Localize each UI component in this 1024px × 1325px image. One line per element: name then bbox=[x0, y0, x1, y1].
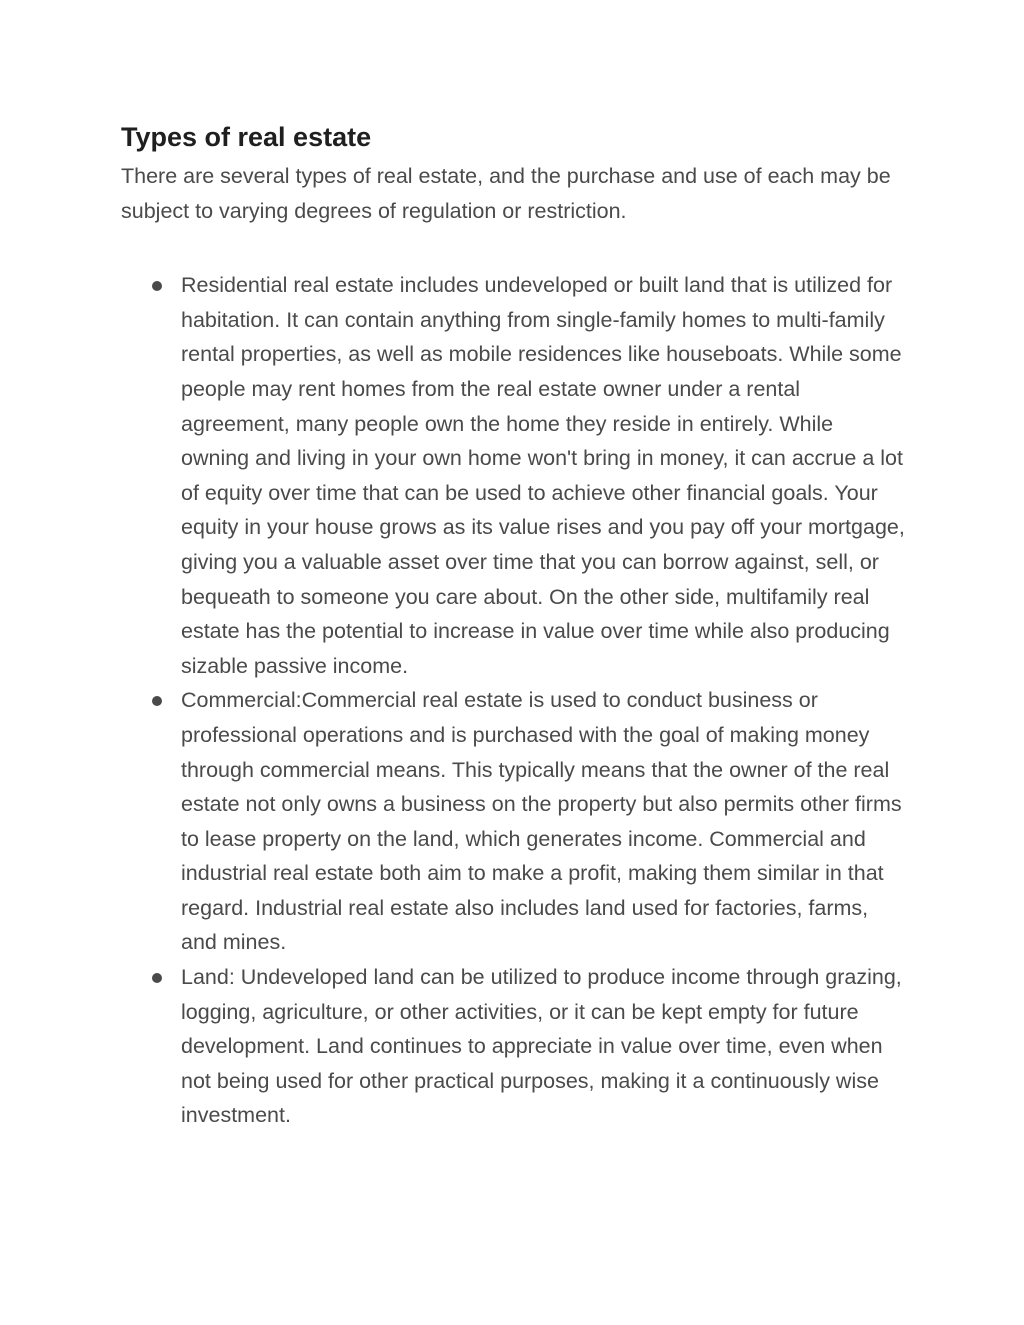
list-item bbox=[121, 683, 906, 960]
bullet-dot-icon bbox=[152, 973, 162, 983]
list-item-text: Residential real estate includes undeveloped or built land that is utilized for habitation. It can contain anything from single-family homes to multi-family rental properties, as well as mobile residences like houseboats. While some people may rent homes from the real estate owner under a rental agreement, many people own the home they reside in entirely. While owning and living in your own home won't bring in money, it can accrue a lot of equity over time that can be used to achieve other financial goals. Your equity in your house grows as its value rises and you pay off your mortgage, giving you a valuable asset over time that you can borrow against, sell, or bequeath to someone you care about. On the other side, multifamily real estate has the potential to increase in value over time while also producing sizable passive income. bbox=[181, 273, 905, 678]
list-item bbox=[121, 960, 906, 1133]
document-page bbox=[121, 118, 906, 1133]
list-item-text: Commercial:Commercial real estate is used to conduct business or professional operations and is purchased with the goal of making money through commercial means. This typically means that the owner of the real estate not only owns a business on the property but also permits other firms to lease property on the land, which generates income. Commercial and industrial real estate both aim to make a profit, making them similar in that regard. Industrial real estate also includes land used for factories, farms, and mines. bbox=[181, 688, 902, 955]
intro-paragraph: There are several types of real estate, and the purchase and use of each may be subject to varying degrees of regulation or restriction. bbox=[121, 164, 891, 223]
bullet-dot-icon bbox=[152, 281, 162, 291]
list-item bbox=[121, 268, 906, 683]
page-title: Types of real estate bbox=[121, 122, 372, 152]
bullet-dot-icon bbox=[152, 696, 162, 706]
list-item-text: Land: Undeveloped land can be utilized to produce income through grazing, logging, agriculture, or other activities, or it can be kept empty for future development. Land continues to appreciate in value over time, even when not being used for other practical purposes, making it a continuously wise investment. bbox=[181, 965, 902, 1128]
bullet-list bbox=[121, 268, 906, 1133]
